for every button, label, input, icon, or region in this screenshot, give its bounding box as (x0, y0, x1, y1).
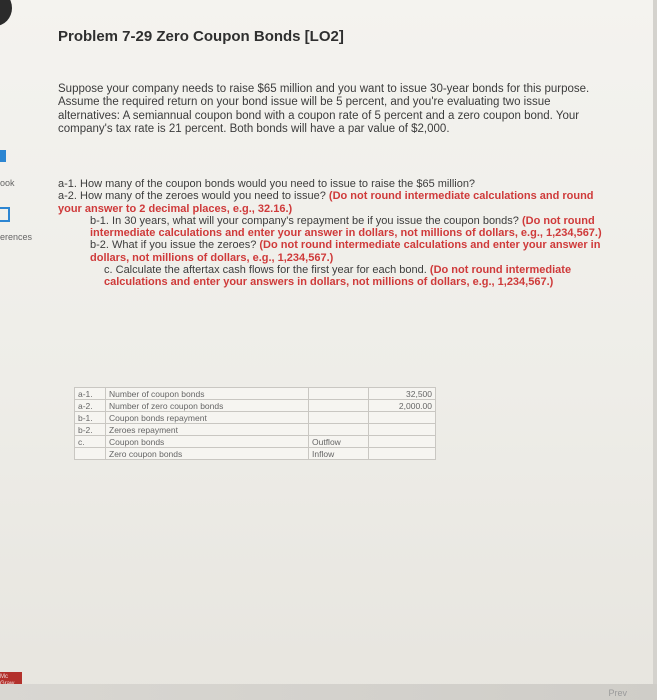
question-text: How many of the zeroes would you need to issue? (80, 190, 326, 203)
answer-input-c-zero[interactable] (368, 448, 435, 460)
right-edge (653, 0, 657, 700)
answer-input-b2[interactable] (368, 424, 435, 436)
question-num: c. (104, 264, 113, 277)
question-text: In 30 years, what will your company's repayment be if you issue the coupon bonds? (112, 214, 519, 227)
table-row (75, 412, 436, 424)
brand-logo: Mc (0, 672, 22, 700)
references-icon[interactable] (0, 207, 10, 222)
rail-indicator (0, 150, 6, 162)
question-note: (Do not round intermediate calculations and round your answer to 2 decimal places, e.g., 32.16.) (58, 190, 594, 215)
answer-input-a1[interactable]: 32,500 (368, 388, 435, 400)
row-description: Zeroes repayment (106, 424, 309, 436)
question-a2 (58, 190, 606, 215)
row-label: b-1. (75, 412, 106, 424)
question-note: (Do not round intermediate calculations and enter your answers in dollars, not millions of dollars, e.g., 1,234,567.) (104, 264, 572, 289)
row-label (75, 448, 106, 460)
row-extra: Outflow (309, 436, 369, 448)
row-label: c. (75, 436, 106, 448)
row-extra (309, 424, 369, 436)
question-note: (Do not round intermediate calculations and enter your answer in dollars, not millions of dollars, e.g., 1,234,567.) (90, 214, 602, 240)
row-description: Number of zero coupon bonds (106, 400, 309, 412)
row-description: Coupon bonds repayment (106, 412, 309, 424)
row-description: Coupon bonds (106, 436, 309, 448)
table-row (75, 400, 436, 412)
problem-intro: Suppose your company needs to raise $65 million and you want to issue 30-year bonds for this purpose. Assume the required return on your bond issue will be 5 percent, and you're evaluating two issue alternatives: A semiannual coupon bond with a coupon rate of 5 percent and a zero coupon bond. Your company's tax rate is 21 percent. Both bonds will have a par value of $2,000. (58, 83, 590, 136)
row-description: Zero coupon bonds (106, 448, 309, 460)
row-extra (309, 412, 369, 424)
answer-input-b1[interactable] (368, 412, 435, 424)
question-num: b-2. (90, 239, 109, 252)
question-list (58, 178, 606, 289)
problem-title: Problem 7-29 Zero Coupon Bonds [LO2] (58, 28, 344, 45)
answer-table (74, 387, 436, 460)
question-b2 (90, 239, 606, 264)
row-label: b-2. (75, 424, 106, 436)
row-extra (309, 400, 369, 412)
question-c (104, 264, 606, 289)
row-description: Number of coupon bonds (106, 388, 309, 400)
prev-button[interactable]: Prev (608, 688, 627, 698)
question-text: What if you issue the zeroes? (112, 239, 257, 252)
question-num: a-1. (58, 178, 77, 190)
left-rail (0, 0, 40, 700)
rail-label-references[interactable]: erences (0, 232, 33, 242)
table-row (75, 436, 436, 448)
answer-input-a2[interactable]: 2,000.00 (368, 400, 435, 412)
bottom-band (0, 684, 657, 700)
question-note: (Do not round intermediate calculations and enter your answer in dollars, not millions of dollars, e.g., 1,234,567.) (90, 239, 601, 264)
table-row (75, 424, 436, 436)
question-text: How many of the coupon bonds would you need to issue to raise the $65 million? (80, 178, 476, 190)
rail-label-ebook[interactable]: ook (0, 178, 15, 188)
row-extra (309, 388, 369, 400)
question-b1 (90, 215, 606, 240)
row-extra: Inflow (309, 448, 369, 460)
question-num: b-1. (90, 214, 109, 227)
row-label: a-2. (75, 400, 106, 412)
row-label: a-1. (75, 388, 106, 400)
table-row (75, 388, 436, 400)
question-num: a-2. (58, 190, 77, 203)
rail-top-shape (0, 0, 12, 26)
table-row (75, 448, 436, 460)
question-text: Calculate the aftertax cash flows for the first year for each bond. (115, 264, 427, 277)
answer-input-c-coupon[interactable] (368, 436, 435, 448)
question-a1 (58, 178, 606, 190)
